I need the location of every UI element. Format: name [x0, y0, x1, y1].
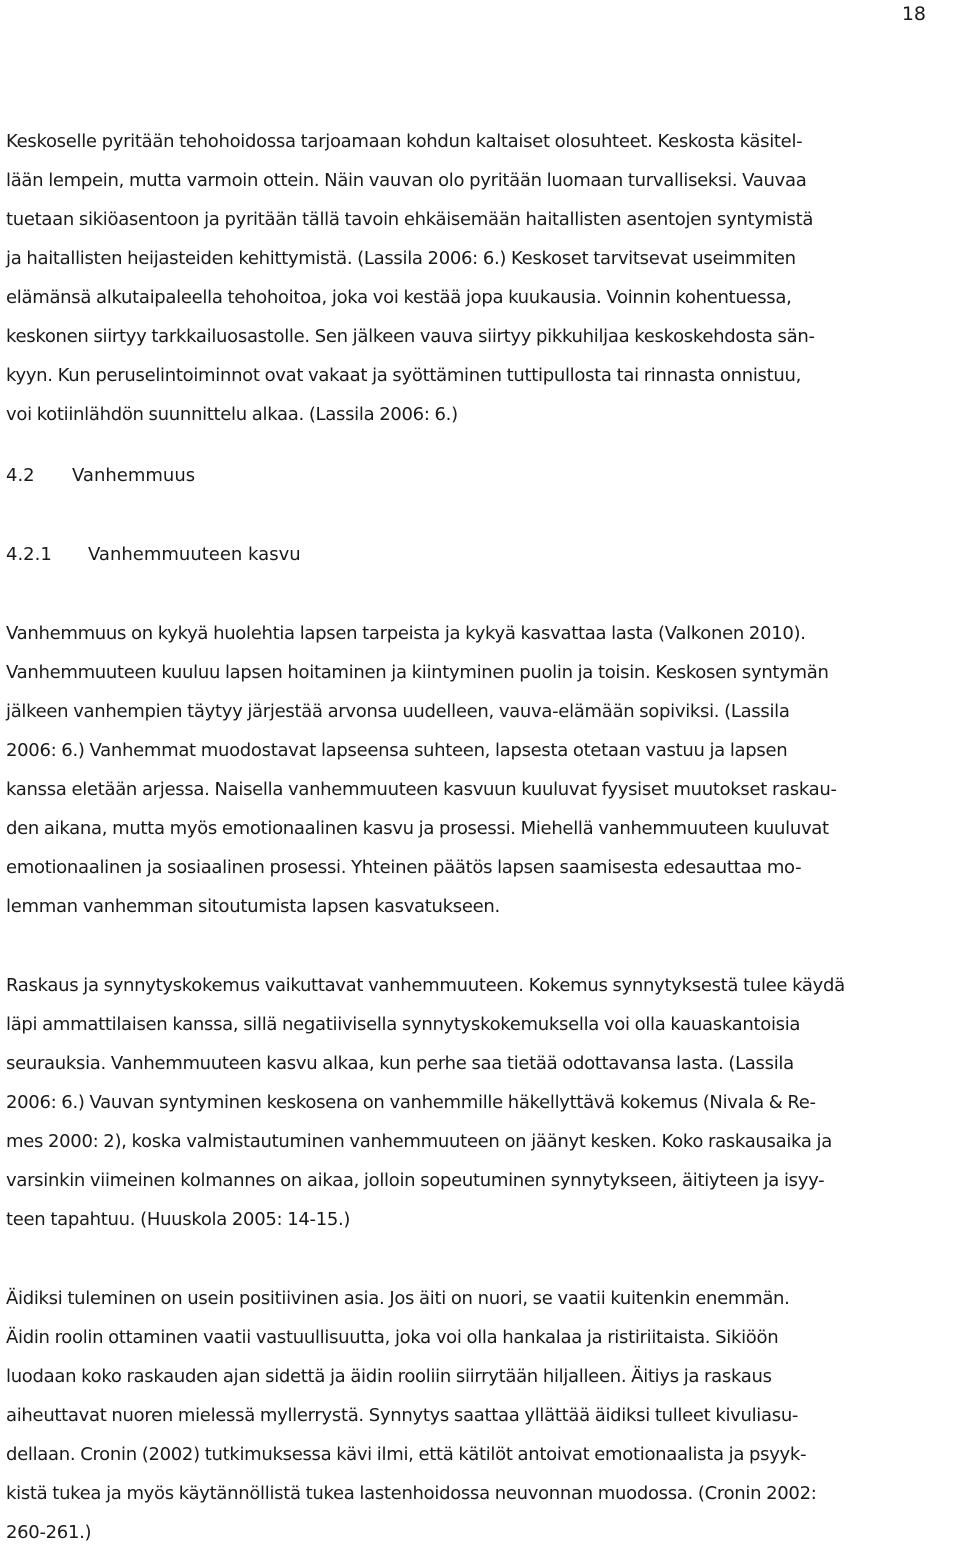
text-line: 260-261.)	[6, 1522, 92, 1543]
text-line: jälkeen vanhempien täytyy järjestää arvonsa uudelleen, vauva-elämään sopiviksi. (Lassila	[6, 701, 790, 722]
paragraph-vanhemmuus	[6, 614, 952, 926]
text-line: läpi ammattilaisen kanssa, sillä negatiivisella synnytyskokemuksella voi olla kauaskantoisia	[6, 1014, 801, 1035]
subsection-number: 4.2.1	[6, 544, 52, 565]
text-line: tuetaan sikiöasentoon ja pyritään tällä tavoin ehkäisemään haitallisten asentojen syntymistä	[6, 209, 814, 230]
text-line: den aikana, mutta myös emotionaalinen kasvu ja prosessi. Miehellä vanhemmuuteen kuuluvat	[6, 818, 829, 839]
subsection-title: Vanhemmuuteen kasvu	[88, 544, 301, 565]
section-title: Vanhemmuus	[72, 465, 196, 486]
text-line: Raskaus ja synnytyskokemus vaikuttavat vanhemmuuteen. Kokemus synnytyksestä tulee käydä	[6, 975, 845, 996]
text-line: dellaan. Cronin (2002) tutkimuksessa kävi ilmi, että kätilöt antoivat emotionaalista ja psyyk-	[6, 1444, 807, 1465]
text-line: lemman vanhemman sitoutumista lapsen kasvatukseen.	[6, 896, 500, 917]
text-line: Keskoselle pyritään tehohoidossa tarjoamaan kohdun kaltaiset olosuhteet. Keskosta käsitel-	[6, 131, 803, 152]
document-body	[6, 122, 952, 1552]
paragraph-raskaus	[6, 966, 952, 1239]
text-line: Vanhemmuus on kykyä huolehtia lapsen tarpeista ja kykyä kasvattaa lasta (Valkonen 2010).	[6, 623, 806, 644]
text-line: teen tapahtuu. (Huuskola 2005: 14-15.)	[6, 1209, 351, 1230]
text-line: Äidiksi tuleminen on usein positiivinen asia. Jos äiti on nuori, se vaatii kuitenkin enemmän.	[6, 1288, 790, 1309]
text-line: kanssa eletään arjessa. Naisella vanhemmuuteen kasvuun kuuluvat fyysiset muutokset raskau-	[6, 779, 837, 800]
text-line: ja haitallisten heijasteiden kehittymistä. (Lassila 2006: 6.) Keskoset tarvitsevat useimmiten	[6, 248, 796, 269]
text-line: emotionaalinen ja sosiaalinen prosessi. Yhteinen päätös lapsen saamisesta edesauttaa mo-	[6, 857, 802, 878]
text-line: 2006: 6.) Vauvan syntyminen keskosena on vanhemmille häkellyttävä kokemus (Nivala & Re-	[6, 1092, 816, 1113]
text-line: lään lempein, mutta varmoin ottein. Näin vauvan olo pyritään luomaan turvalliseksi. Vauvaa	[6, 170, 807, 191]
section-heading	[6, 456, 952, 495]
paragraph-keskonen-hoito	[6, 122, 952, 434]
text-line: Äidin roolin ottaminen vaatii vastuullisuutta, joka voi olla hankalaa ja ristiriitaista. Sikiöön	[6, 1327, 779, 1348]
text-line: Vanhemmuuteen kuuluu lapsen hoitaminen ja kiintyminen puolin ja toisin. Keskosen syntymän	[6, 662, 829, 683]
paragraph-aidiksi-tuleminen	[6, 1279, 952, 1552]
text-line: aiheuttavat nuoren mielessä myllerrystä. Synnytys saattaa yllättää äidiksi tulleet kivuliasu-	[6, 1405, 799, 1426]
text-line: varsinkin viimeinen kolmannes on aikaa, jolloin sopeutuminen synnytykseen, äitiyteen ja isyy-	[6, 1170, 825, 1191]
text-line: kistä tukea ja myös käytännöllistä tukea lastenhoidossa neuvonnan muodossa. (Cronin 2002:	[6, 1483, 817, 1504]
text-line: kyyn. Kun peruselintoiminnot ovat vakaat ja syöttäminen tuttipullosta tai rinnasta onnistuu,	[6, 365, 802, 386]
text-line: mes 2000: 2), koska valmistautuminen vanhemmuuteen on jäänyt kesken. Koko raskausaika ja	[6, 1131, 832, 1152]
text-line: keskonen siirtyy tarkkailuosastolle. Sen jälkeen vauva siirtyy pikkuhiljaa keskoskehdosta sän-	[6, 326, 815, 347]
section-number: 4.2	[6, 465, 35, 486]
text-line: seurauksia. Vanhemmuuteen kasvu alkaa, kun perhe saa tietää odottavansa lasta. (Lassila	[6, 1053, 794, 1074]
page-number: 18	[901, 3, 926, 25]
text-line: voi kotiinlähdön suunnittelu alkaa. (Lassila 2006: 6.)	[6, 404, 458, 425]
text-line: elämänsä alkutaipaleella tehohoitoa, joka voi kestää jopa kuukausia. Voinnin kohentuessa,	[6, 287, 792, 308]
subsection-heading	[6, 535, 952, 574]
text-line: luodaan koko raskauden ajan sidettä ja äidin rooliin siirrytään hiljalleen. Äitiys ja raskaus	[6, 1366, 772, 1387]
text-line: 2006: 6.) Vanhemmat muodostavat lapseensa suhteen, lapsesta otetaan vastuu ja lapsen	[6, 740, 788, 761]
